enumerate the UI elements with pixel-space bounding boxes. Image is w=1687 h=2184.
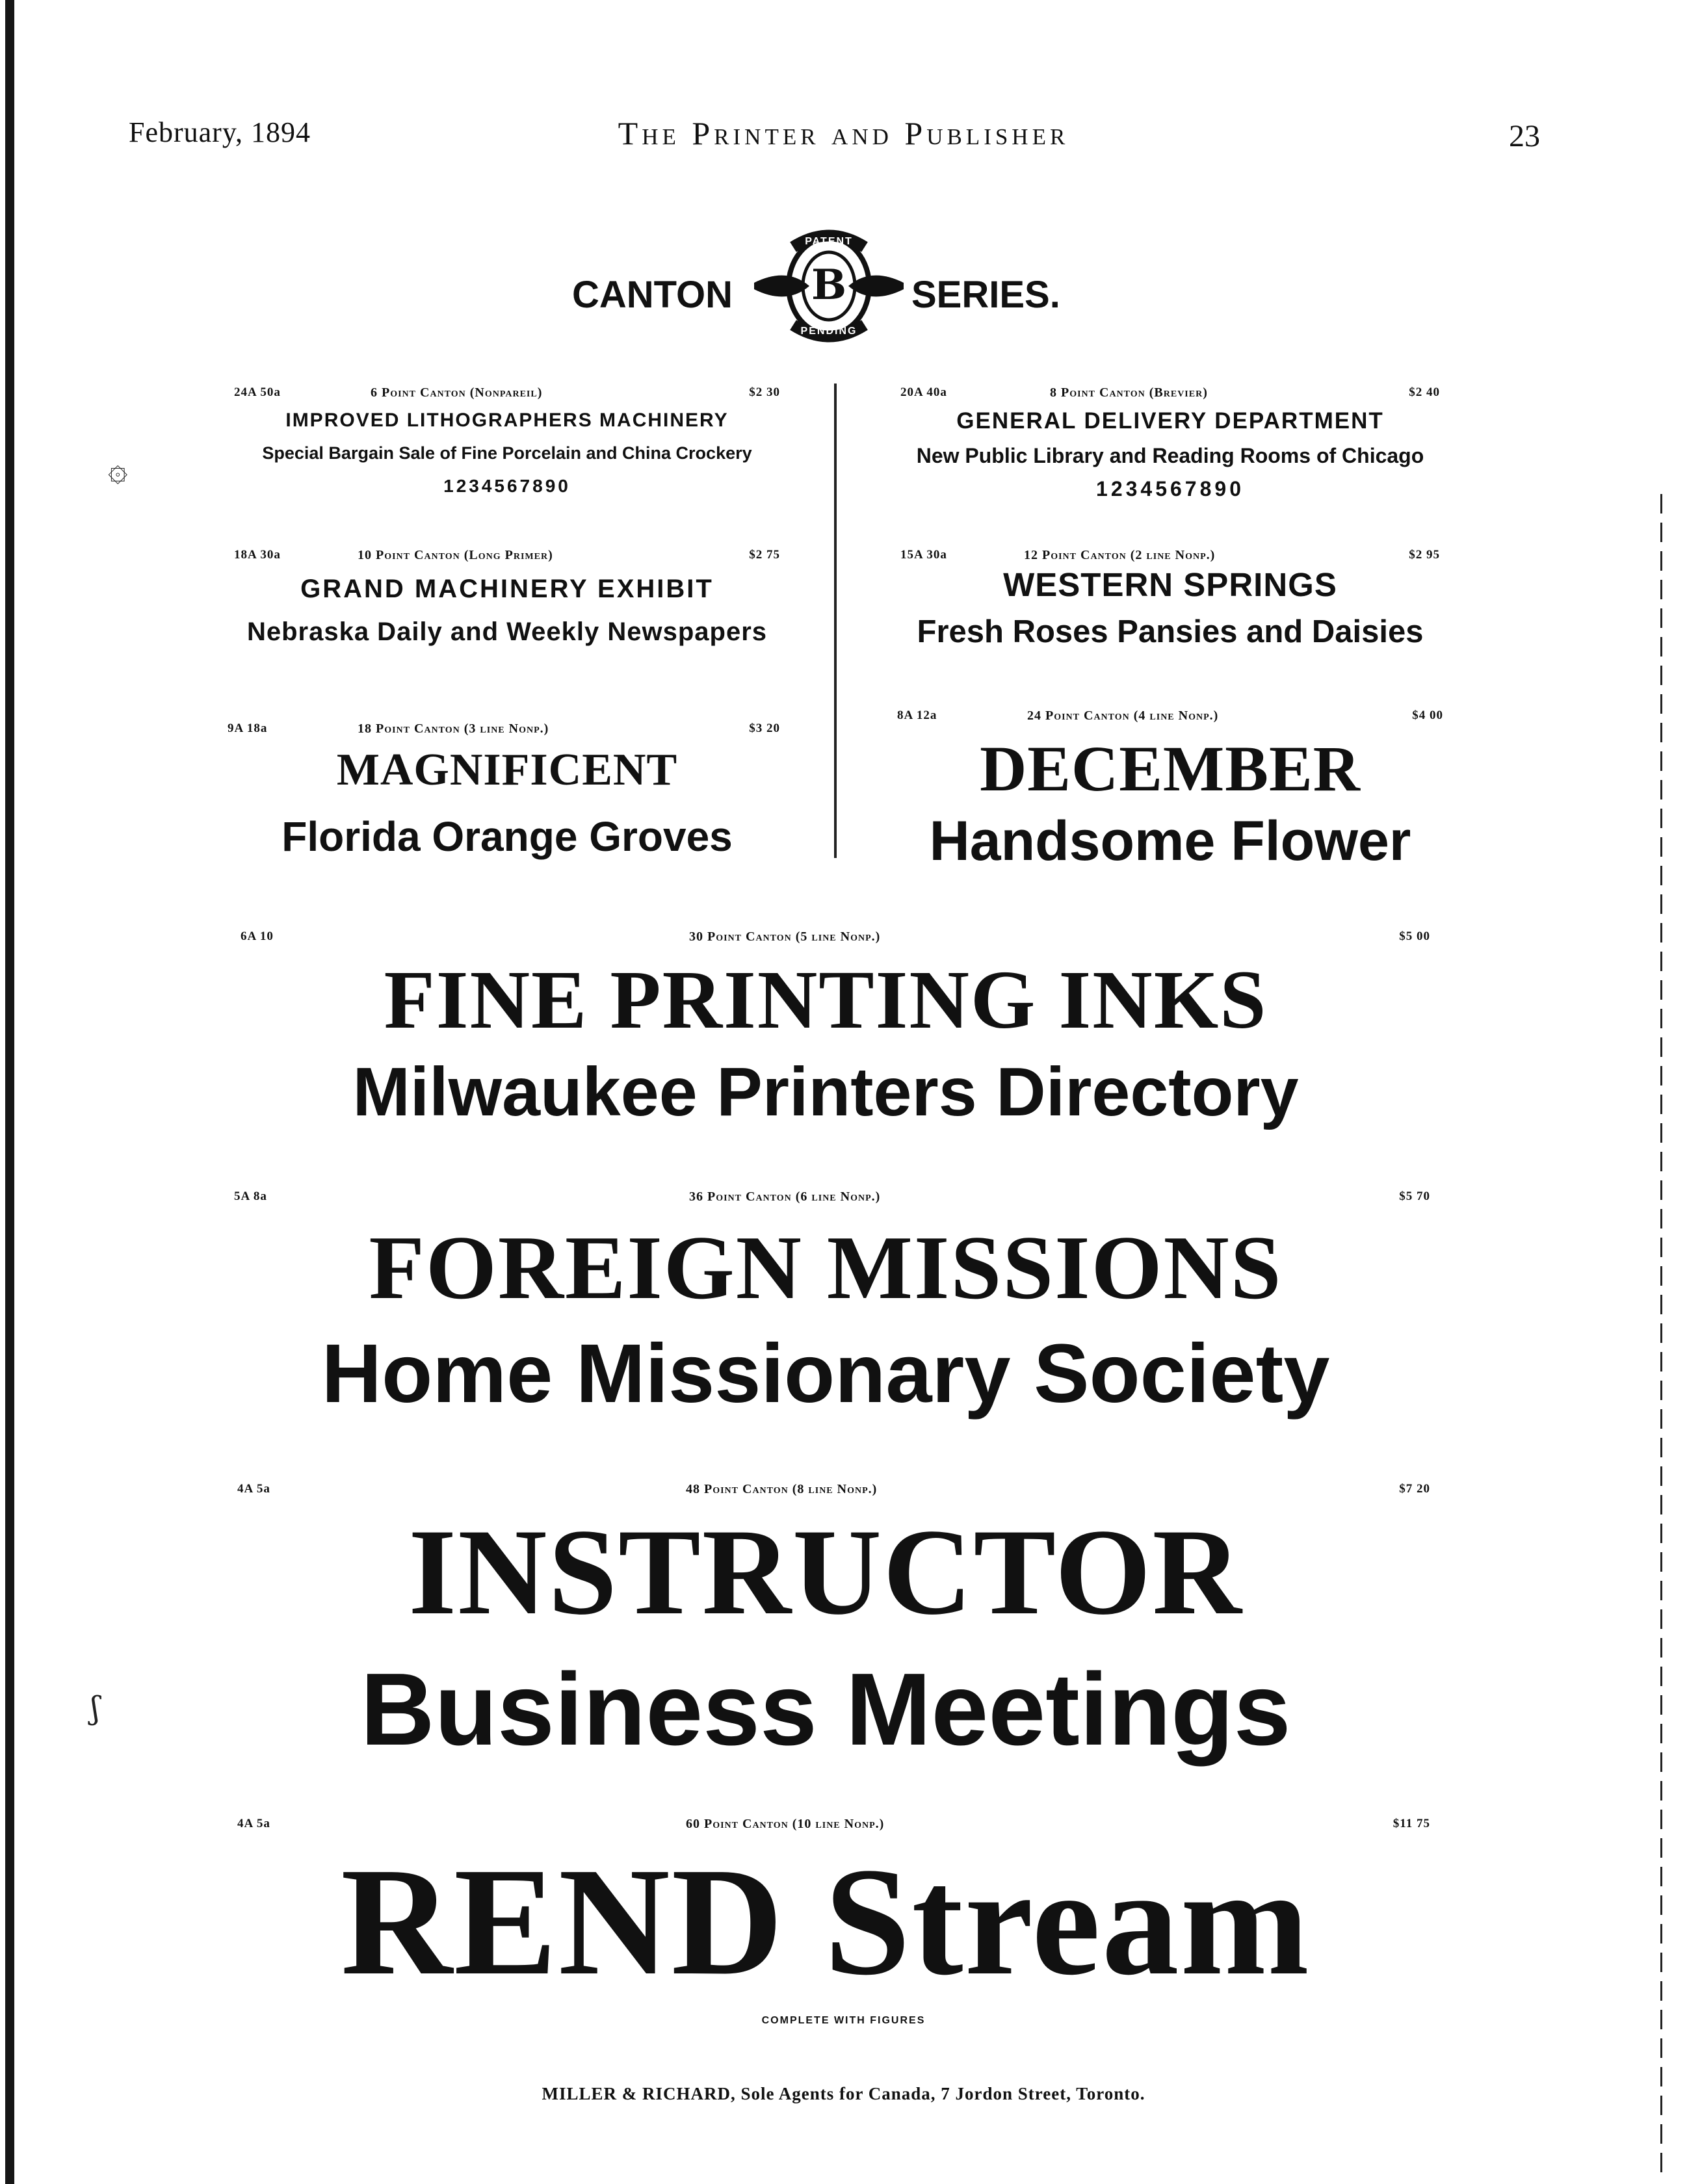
logo-top-text: PATENT (805, 236, 853, 247)
specimen-24pt-line-2: Handsome Flower (929, 810, 1411, 872)
scan-right-edge (1660, 494, 1662, 2178)
specimen-6pt-line-1: IMPROVED LITHOGRAPHERS MACHINERY (285, 410, 729, 431)
specimen-48pt-line-2: Business Meetings (360, 1652, 1291, 1767)
header-page-number: 23 (1509, 119, 1540, 153)
size-label: 36 Point Canton (6 line Nonp.) (689, 1190, 881, 1204)
logo-bottom-text: PENDING (800, 326, 857, 337)
price: $5 70 (1399, 1190, 1430, 1203)
price: $4 00 (1412, 708, 1443, 722)
scan-artifact-mark: ۞ (108, 450, 128, 489)
specimen-8pt-line-1: GENERAL DELIVERY DEPARTMENT (956, 408, 1384, 434)
specimen-36pt-line-1: FOREIGN MISSIONS (369, 1217, 1283, 1318)
size-label: 6 Point Canton (Nonpareil) (371, 385, 543, 400)
specimen-48pt-line-1: INSTRUCTOR (408, 1504, 1243, 1641)
footer-agents: MILLER & RICHARD, Sole Agents for Canada, 7 Jordon Street, Toronto. (542, 2084, 1145, 2103)
specimen-6pt-line-2: Special Bargain Sale of Fine Porcelain and China Crockery (262, 443, 752, 463)
specimen-60pt-line-1: REND Stream (341, 1836, 1311, 2007)
price: $2 40 (1409, 385, 1440, 399)
quantity: 4A 5a (237, 1817, 270, 1830)
specimen-36pt-line-2: Home Missionary Society (321, 1327, 1330, 1420)
specimen-8pt-line-3: 1234567890 (1096, 477, 1244, 500)
size-label: 24 Point Canton (4 line Nonp.) (1027, 708, 1219, 723)
header-date: February, 1894 (129, 116, 311, 148)
header-title: The Printer and Publisher (618, 115, 1069, 151)
specimen-6pt-line-3: 1234567890 (443, 476, 571, 496)
specimen-30pt-line-2: Milwaukee Printers Directory (352, 1054, 1299, 1130)
specimen-10pt-line-1: GRAND MACHINERY EXHIBIT (300, 575, 714, 603)
price: $5 00 (1399, 930, 1430, 943)
series-title-left: CANTON (572, 274, 733, 316)
scan-artifact-mark: ʃ (91, 1690, 100, 1726)
size-label: 8 Point Canton (Brevier) (1050, 385, 1208, 400)
price: $2 30 (749, 385, 780, 399)
quantity: 18A 30a (234, 548, 281, 562)
specimen-10pt-line-2: Nebraska Daily and Weekly Newspapers (246, 618, 768, 646)
quantity: 15A 30a (900, 548, 947, 562)
svg-text:B: B (811, 261, 847, 309)
quantity: 20A 40a (900, 385, 947, 399)
quantity: 5A 8a (234, 1190, 267, 1203)
scan-binding-edge (5, 0, 14, 2184)
size-label: 48 Point Canton (8 line Nonp.) (686, 1482, 878, 1496)
size-label: 30 Point Canton (5 line Nonp.) (689, 930, 881, 944)
series-title-right: SERIES. (911, 274, 1060, 316)
ornate-monogram-logo-icon (748, 221, 910, 351)
specimen-12pt-line-2: Fresh Roses Pansies and Daisies (917, 614, 1424, 649)
size-label: 18 Point Canton (3 line Nonp.) (358, 722, 549, 736)
price: $11 75 (1393, 1817, 1430, 1830)
price: $7 20 (1399, 1482, 1430, 1496)
price: $2 75 (749, 548, 780, 562)
specimen-8pt-line-2: New Public Library and Reading Rooms of Chicago (916, 444, 1424, 467)
footer-note: COMPLETE WITH FIGURES (761, 2015, 926, 2026)
price: $3 20 (749, 722, 780, 735)
specimen-24pt-line-1: DECEMBER (980, 733, 1361, 805)
price: $2 95 (1409, 548, 1440, 562)
specimen-12pt-line-1: WESTERN SPRINGS (1003, 566, 1337, 603)
quantity: 9A 18a (228, 722, 268, 735)
quantity: 6A 10 (241, 930, 274, 943)
quantity: 4A 5a (237, 1482, 270, 1496)
column-divider (834, 384, 837, 858)
size-label: 12 Point Canton (2 line Nonp.) (1024, 548, 1216, 562)
specimen-18pt-line-1: MAGNIFICENT (336, 745, 678, 795)
size-label: 10 Point Canton (Long Primer) (358, 548, 553, 562)
quantity: 8A 12a (897, 708, 937, 722)
size-label: 60 Point Canton (10 line Nonp.) (686, 1817, 885, 1831)
quantity: 24A 50a (234, 385, 281, 399)
specimen-30pt-line-1: FINE PRINTING INKS (384, 954, 1268, 1046)
specimen-18pt-line-2: Florida Orange Groves (281, 813, 733, 860)
